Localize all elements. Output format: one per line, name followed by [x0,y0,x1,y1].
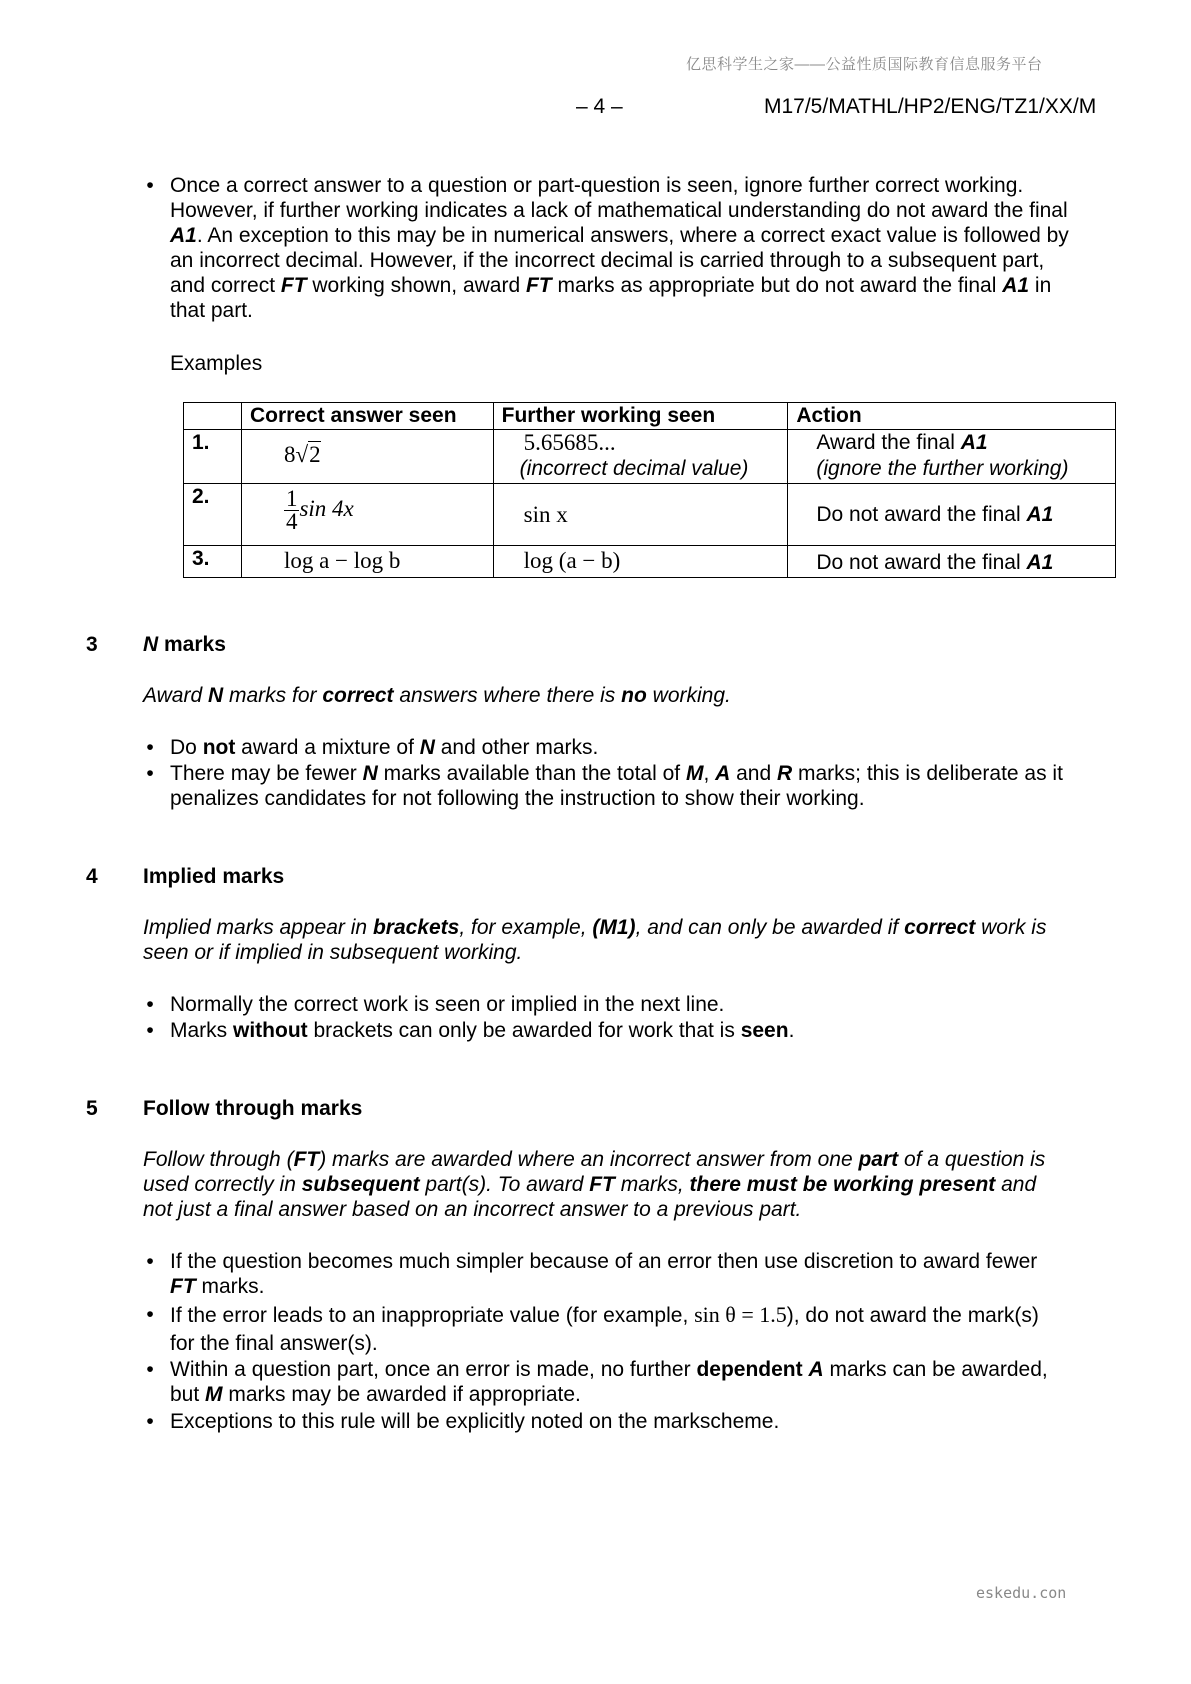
table-header [184,403,242,430]
table-row [184,484,1116,546]
answer-math: 8√2 [283,442,321,467]
bullet-icon: • [146,736,154,759]
table-row [184,546,1116,578]
working-note: (incorrect decimal value) [519,457,749,480]
correct-answer-cell [241,484,493,546]
table-header-row [184,403,1116,430]
list-item: Normally the correct work is seen or implied in the next line. [170,993,725,1016]
working-math: sin x [523,502,568,527]
bullet-icon: • [146,1250,154,1273]
examples-table [183,402,1116,578]
list-item-continuation: for the final answer(s). [170,1332,378,1355]
section-intro: not just a final answer based on an incorrect answer to a previous part. [143,1198,802,1221]
action-cell: Award the final A1 (ignore the further working) [788,430,1116,484]
section-intro: used correctly in subsequent part(s). To award FT marks, there must be working present and [143,1173,1037,1196]
intro-line: However, if further working indicates a lack of mathematical understanding do not award the final [170,199,1068,222]
action-cell: Do not award the final A1 [788,484,1116,546]
correct-answer-cell [241,546,493,578]
row-number: 3. [184,546,242,578]
list-item-continuation: penalizes candidates for not following the instruction to show their working. [170,787,865,810]
answer-math: $\frac{1}{4}$ sin 4x [285,486,354,534]
bullet-icon: • [146,1358,154,1381]
section-title: Follow through marks [143,1097,363,1120]
list-item: If the error leads to an inappropriate value (for example, sin θ = 1.5), do not award the mark(s) [170,1302,1039,1327]
list-item: There may be fewer N marks available than the total of M, A and R marks; this is deliberate as it [170,762,1063,785]
section-intro: Award N marks for correct answers where there is no working. [143,684,731,707]
action-cell: Do not award the final A1 [788,546,1116,578]
section-title: N marks [143,633,226,656]
table-header: Further working seen [493,403,788,430]
correct-answer-cell [241,430,493,484]
section-number: 4 [86,865,98,888]
working-math: 5.65685... [523,430,616,455]
action-note: (ignore the further working) [816,457,1069,480]
list-item: If the question becomes much simpler because of an error then use discretion to award fewer [170,1250,1038,1273]
watermark-bottom: eskedu.con [976,1584,1067,1602]
page-number: – 4 – [576,95,623,118]
list-item: Exceptions to this rule will be explicitly noted on the markscheme. [170,1410,780,1433]
answer-math: log a − log b [283,548,401,573]
section-title: Implied marks [143,865,285,888]
intro-line: that part. [170,299,253,322]
table-header: Correct answer seen [241,403,493,430]
bullet-icon: • [146,1410,154,1433]
working-math: log (a − b) [523,548,621,573]
document-reference: M17/5/MATHL/HP2/ENG/TZ1/XX/M [764,95,1097,118]
section-intro: seen or if implied in subsequent working. [143,941,523,964]
bullet-icon: • [146,993,154,1016]
table-header: Action [788,403,1116,430]
row-number: 1. [184,430,242,484]
bullet-icon: • [146,1019,154,1042]
table-row [184,430,1116,484]
list-item: Do not award a mixture of N and other marks. [170,736,599,759]
bullet-icon: • [146,174,154,197]
watermark-top: 亿思科学生之家——公益性质国际教育信息服务平台 [686,56,1043,73]
inline-math: sin θ = 1.5 [694,1302,787,1327]
list-item-continuation: but M marks may be awarded if appropriate. [170,1383,581,1406]
bullet-icon: • [146,1303,154,1326]
section-number: 3 [86,633,98,656]
section-number: 5 [86,1097,98,1120]
intro-line: A1. An exception to this may be in numerical answers, where a correct exact value is followed by [170,224,1069,247]
examples-label: Examples [170,352,263,375]
list-item: Within a question part, once an error is made, no further dependent A marks can be awarded, [170,1358,1048,1381]
intro-line: Once a correct answer to a question or part-question is seen, ignore further correct working. [170,174,1024,197]
row-number: 2. [184,484,242,546]
further-working-cell [493,430,788,484]
intro-line: and correct FT working shown, award FT marks as appropriate but do not award the final A1 in [170,274,1052,297]
further-working-cell [493,484,788,546]
further-working-cell [493,546,788,578]
bullet-icon: • [146,762,154,785]
section-intro: Implied marks appear in brackets, for example, (M1), and can only be awarded if correct work is [143,916,1047,939]
intro-line: an incorrect decimal. However, if the incorrect decimal is carried through to a subsequent part, [170,249,1045,272]
list-item-continuation: FT marks. [170,1275,265,1298]
section-intro: Follow through (FT) marks are awarded where an incorrect answer from one part of a question is [143,1148,1046,1171]
list-item: Marks without brackets can only be awarded for work that is seen. [170,1019,795,1042]
